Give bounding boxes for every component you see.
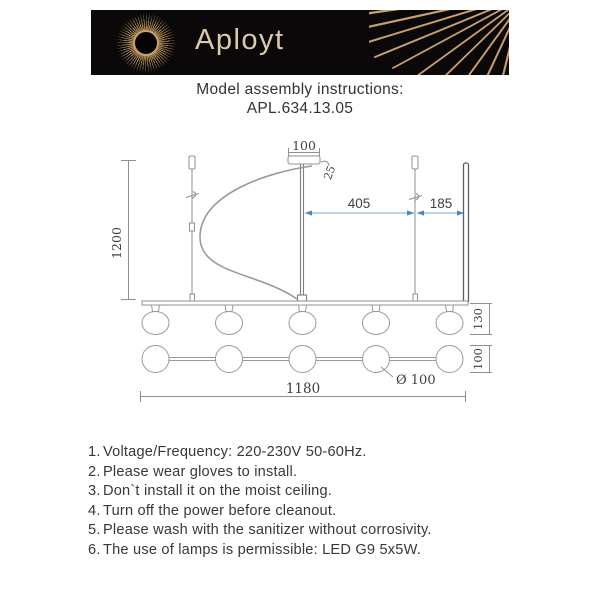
list-item-text: The use of lamps is permissible: LED G9 5x5W. [103,541,422,558]
list-item-text: Please wear gloves to install. [103,463,298,480]
instructions-list [88,443,518,561]
dim-label-130: 130 [471,308,485,330]
dim-label-100-top: 100 [292,138,316,153]
right-end-rod [464,163,469,303]
shades-side-view [142,305,463,335]
left-suspension-wire [186,156,199,301]
list-item [88,443,518,463]
list-item-text: Don`t install it on the moist ceiling. [103,483,333,500]
dim-offset-center [305,210,414,215]
power-cable-curve [200,166,312,299]
list-item-text: Voltage/Frequency: 220-230V 50-60Hz. [103,444,367,460]
dim-label-25: 25 [321,164,339,182]
central-rod [298,164,307,301]
list-item [88,521,518,541]
list-item [88,541,518,561]
list-item-number: 5. [88,522,101,539]
fixture-bar [142,301,468,305]
list-item [88,482,518,502]
list-item-number: 4. [88,502,101,519]
list-item [88,502,518,522]
dim-offset-right [417,210,464,215]
brand-name: Aployt [195,24,285,56]
list-item-number: 1. [88,444,101,460]
dim-label-1200: 1200 [109,227,124,259]
subtitle-line1: Model assembly instructions: [196,81,404,98]
list-item-text: Please wash with the sanitizer without corrosivity. [103,522,432,539]
list-item-number: 6. [88,541,101,558]
shade-circles-top [142,346,463,373]
dim-label-405: 405 [347,196,371,211]
dim-label-185: 185 [429,196,453,211]
list-item-number: 3. [88,483,101,500]
list-item-number: 2. [88,463,101,480]
list-item [88,463,518,483]
dim-label-100-right: 100 [471,348,485,370]
dim-label-1180: 1180 [285,381,321,397]
dim-label-diameter: Ø 100 [396,373,436,388]
canopy-plate [288,156,320,164]
right-suspension-wire [409,156,422,301]
diameter-leader [381,367,393,377]
model-code: APL.634.13.05 [246,100,354,117]
list-item-text: Turn off the power before cleanout. [103,502,337,519]
